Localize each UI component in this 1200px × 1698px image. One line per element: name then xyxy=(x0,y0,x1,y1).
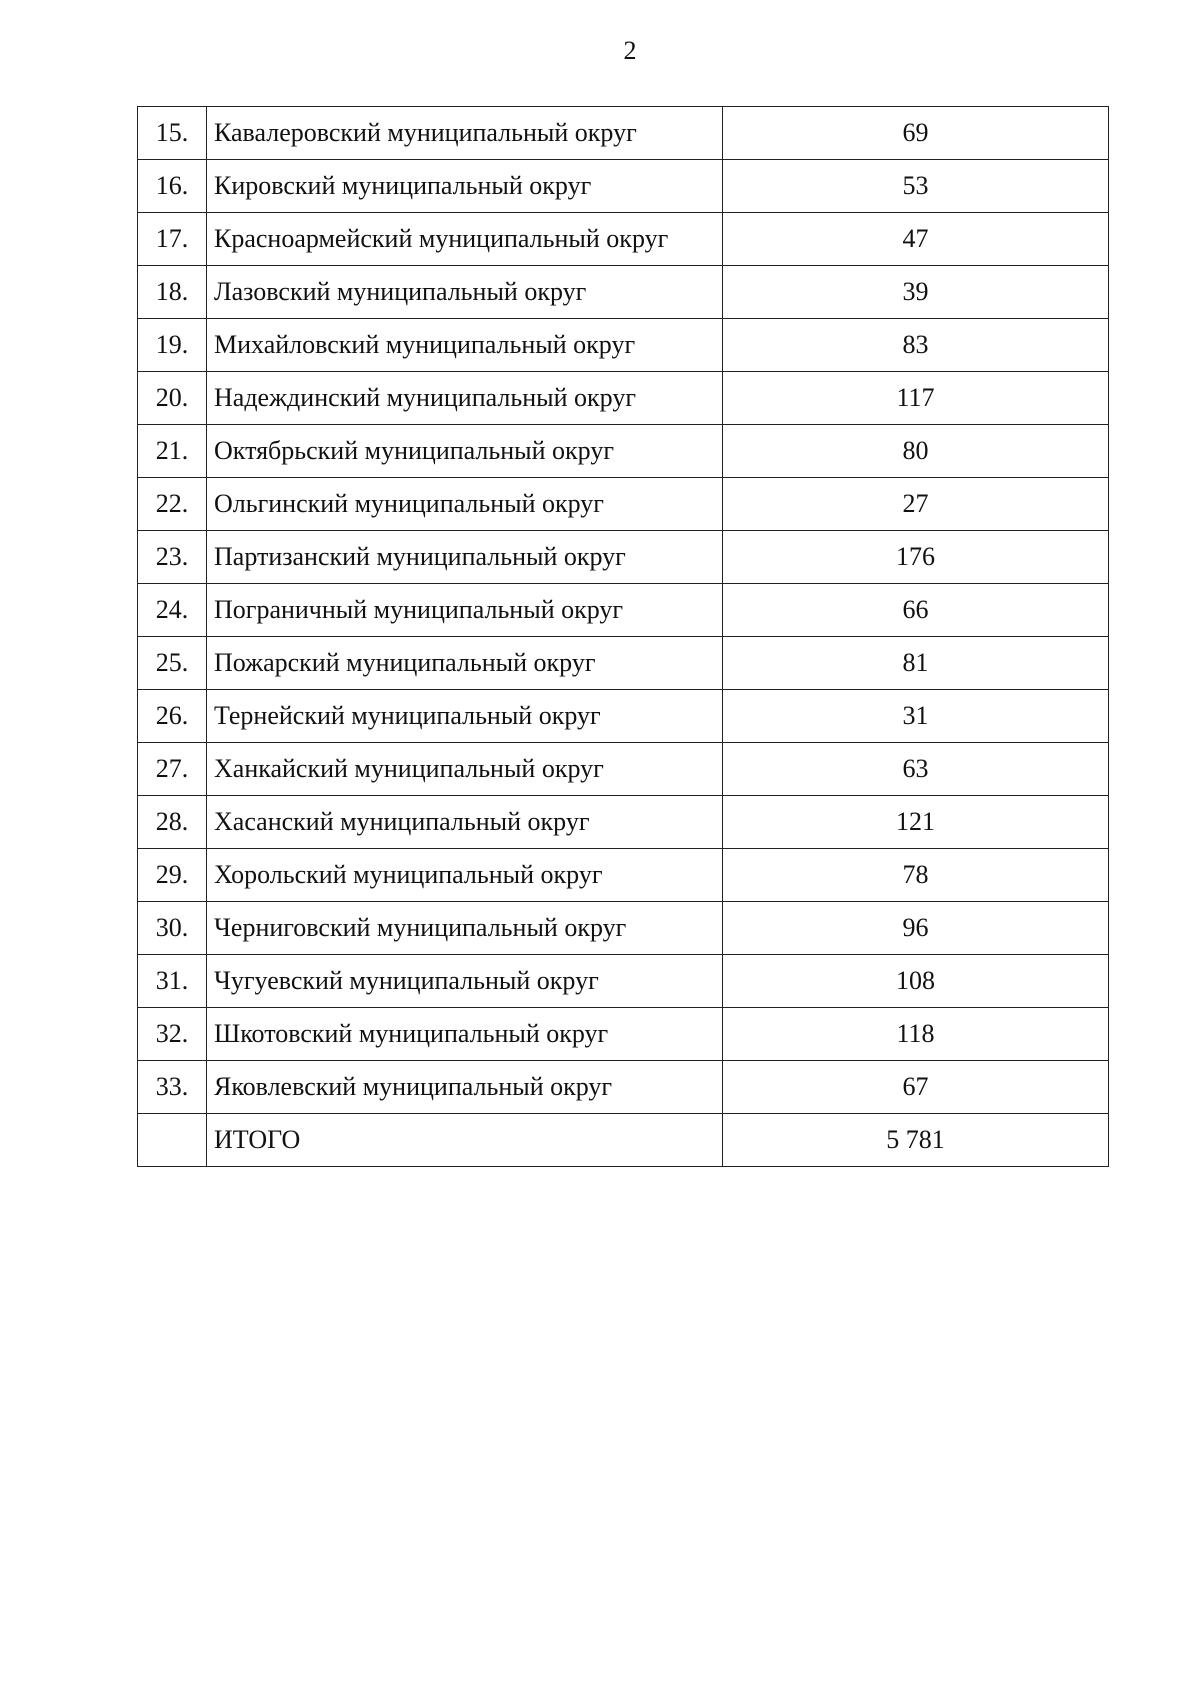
district-value: 108 xyxy=(723,955,1109,1008)
row-number: 24. xyxy=(138,584,207,637)
row-number: 16. xyxy=(138,160,207,213)
row-number: 19. xyxy=(138,319,207,372)
districts-table xyxy=(137,106,1109,1167)
row-number: 32. xyxy=(138,1008,207,1061)
district-value: 78 xyxy=(723,849,1109,902)
district-value: 118 xyxy=(723,1008,1109,1061)
table-row xyxy=(138,531,1109,584)
table-row xyxy=(138,266,1109,319)
district-value: 47 xyxy=(723,213,1109,266)
total-row xyxy=(138,1114,1109,1167)
table-row xyxy=(138,690,1109,743)
districts-table-body xyxy=(138,107,1109,1167)
total-label: ИТОГО xyxy=(207,1114,723,1167)
district-name: Лазовский муниципальный округ xyxy=(207,266,723,319)
row-number: 26. xyxy=(138,690,207,743)
table-row xyxy=(138,160,1109,213)
district-name: Шкотовский муниципальный округ xyxy=(207,1008,723,1061)
table-row xyxy=(138,478,1109,531)
row-number: 18. xyxy=(138,266,207,319)
row-number: 17. xyxy=(138,213,207,266)
row-number: 22. xyxy=(138,478,207,531)
district-name: Октябрьский муниципальный округ xyxy=(207,425,723,478)
row-number: 21. xyxy=(138,425,207,478)
table-row xyxy=(138,213,1109,266)
district-name: Партизанский муниципальный округ xyxy=(207,531,723,584)
district-value: 31 xyxy=(723,690,1109,743)
page-number: 2 xyxy=(623,36,637,65)
district-value: 80 xyxy=(723,425,1109,478)
district-value: 96 xyxy=(723,902,1109,955)
district-value: 66 xyxy=(723,584,1109,637)
district-name: Пожарский муниципальный округ xyxy=(207,637,723,690)
table-row xyxy=(138,637,1109,690)
row-number: 31. xyxy=(138,955,207,1008)
district-name: Хасанский муниципальный округ xyxy=(207,796,723,849)
district-value: 39 xyxy=(723,266,1109,319)
table-row xyxy=(138,1008,1109,1061)
district-name: Михайловский муниципальный округ xyxy=(207,319,723,372)
district-value: 121 xyxy=(723,796,1109,849)
district-name: Чугуевский муниципальный округ xyxy=(207,955,723,1008)
district-name: Пограничный муниципальный округ xyxy=(207,584,723,637)
row-number: 29. xyxy=(138,849,207,902)
row-number: 23. xyxy=(138,531,207,584)
district-name: Хорольский муниципальный округ xyxy=(207,849,723,902)
district-value: 69 xyxy=(723,107,1109,160)
district-name: Кировский муниципальный округ xyxy=(207,160,723,213)
table-row xyxy=(138,319,1109,372)
district-value: 81 xyxy=(723,637,1109,690)
district-value: 53 xyxy=(723,160,1109,213)
district-value: 63 xyxy=(723,743,1109,796)
table-row xyxy=(138,902,1109,955)
row-number: 20. xyxy=(138,372,207,425)
table-row xyxy=(138,849,1109,902)
district-name: Ханкайский муниципальный округ xyxy=(207,743,723,796)
total-value: 5 781 xyxy=(723,1114,1109,1167)
table-row xyxy=(138,1061,1109,1114)
table-row xyxy=(138,743,1109,796)
table-row xyxy=(138,796,1109,849)
district-name: Надеждинский муниципальный округ xyxy=(207,372,723,425)
district-value: 176 xyxy=(723,531,1109,584)
district-name: Кавалеровский муниципальный округ xyxy=(207,107,723,160)
district-value: 83 xyxy=(723,319,1109,372)
district-value: 27 xyxy=(723,478,1109,531)
district-name: Черниговский муниципальный округ xyxy=(207,902,723,955)
table-row xyxy=(138,107,1109,160)
table-row xyxy=(138,584,1109,637)
row-number: 27. xyxy=(138,743,207,796)
district-value: 117 xyxy=(723,372,1109,425)
district-value: 67 xyxy=(723,1061,1109,1114)
row-number: 25. xyxy=(138,637,207,690)
table-row xyxy=(138,425,1109,478)
table-row xyxy=(138,955,1109,1008)
district-name: Ольгинский муниципальный округ xyxy=(207,478,723,531)
district-name: Яковлевский муниципальный округ xyxy=(207,1061,723,1114)
table-row xyxy=(138,372,1109,425)
row-number: 30. xyxy=(138,902,207,955)
row-number: 15. xyxy=(138,107,207,160)
district-name: Тернейский муниципальный округ xyxy=(207,690,723,743)
row-number: 33. xyxy=(138,1061,207,1114)
total-row-number xyxy=(138,1114,207,1167)
district-name: Красноармейский муниципальный округ xyxy=(207,213,723,266)
row-number: 28. xyxy=(138,796,207,849)
